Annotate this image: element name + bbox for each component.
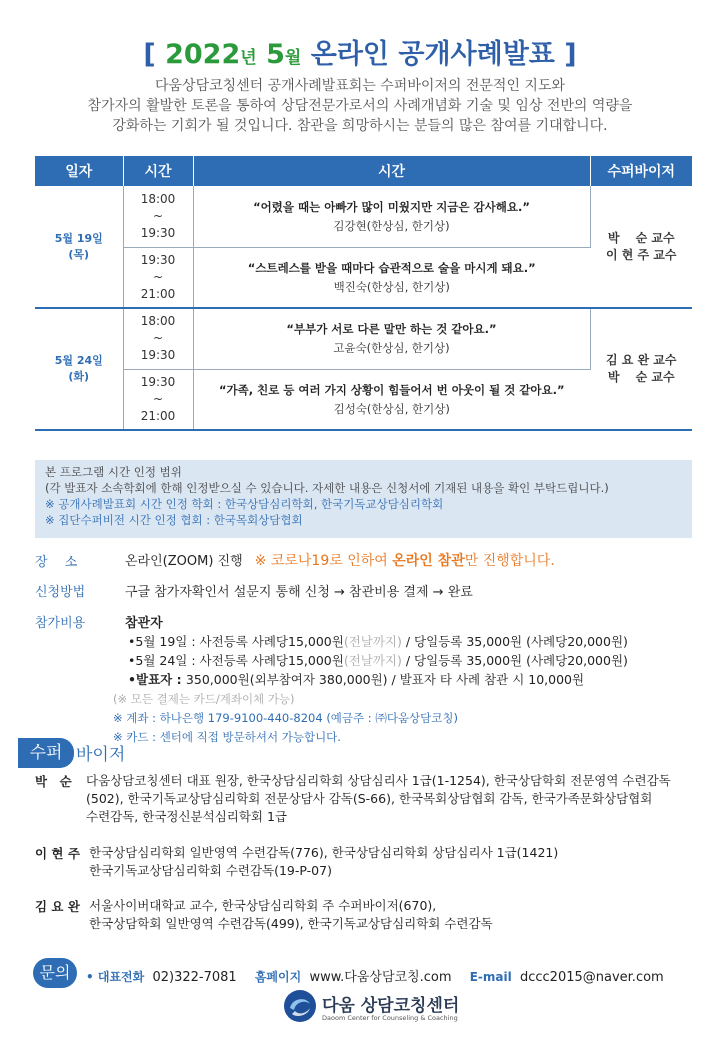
place-value (125, 550, 555, 570)
logo-subtitle: Daoom Center for Counseling & Coaching (322, 1014, 458, 1022)
page-title (0, 32, 720, 71)
supervisors-heading: 바이저 (76, 745, 126, 765)
apply-value: 구글 참가자확인서 설문지 통해 신청 → 참관비용 결제 → 완료 (125, 585, 473, 600)
time-cell (123, 186, 193, 247)
session-title: “가족, 친로 등 여러 가지 상황이 힘들어서 번 아웃이 될 것 같아요.” (218, 382, 565, 397)
email-label: E-mail (469, 970, 512, 984)
alert-bold: 온라인 참관 (392, 553, 465, 569)
session-title: “스트레스를 받을 때마다 습관적으로 술을 마시게 돼요.” (247, 260, 536, 275)
alert-pre: ※ 코로나19로 인하여 (254, 553, 393, 569)
logo-name: 다움 상담코칭센터 (322, 996, 460, 1016)
place-label: 장 소 (35, 555, 78, 570)
time-cell (123, 369, 193, 430)
intro-line: 강화하는 기회가 될 것입니다. 참관을 희망하시는 분들의 많은 참여를 기대합니다. (112, 118, 608, 134)
supervisor-name: 박 순 (35, 774, 72, 789)
fee-line-main: •5월 24일 : 사전등록 사례당15,000원 (128, 653, 344, 668)
supervisor-bio (89, 844, 558, 880)
date-cell (35, 186, 123, 308)
fee-card: ※ 카드 : 센터에 직접 방문하셔서 가능합니다. (113, 730, 341, 744)
supervisor-name: 박 순 교수 (607, 370, 675, 384)
fee-account: ※ 계좌 : 하나은행 179-9100-440-8204 (예금주 : ㈜다움상담코칭) (113, 711, 458, 725)
supervisor-name: 김 요 완 (35, 899, 80, 914)
session-cell (193, 186, 590, 247)
session-title: “부부가 서로 다른 말만 하는 것 같아요.” (286, 322, 497, 337)
supervisor-cell (590, 308, 692, 430)
time-start: 18:00 (140, 191, 176, 206)
header-supervisor: 수퍼바이저 (590, 156, 692, 186)
bio-line: (502), 한국기독교상담심리학회 전문상담사 감독(S-66), 한국목회상담협회 감독, 한국가족문화상담협회 (86, 791, 653, 806)
notice-box (35, 460, 692, 538)
supervisor-name: 김 요 완 교수 (606, 353, 677, 367)
intro-text (20, 76, 700, 136)
place-text: 온라인(ZOOM) 진행 (125, 554, 243, 569)
time-start: 19:30 (140, 252, 176, 267)
table-row (35, 186, 692, 247)
fee-line-note: (전날까지) (343, 653, 402, 668)
fee-line-main: •발표자 : (128, 672, 186, 687)
fee-line (128, 670, 584, 688)
supervisor-name: 박 순 교수 (607, 230, 675, 245)
time-start: 18:00 (140, 314, 176, 329)
intro-line: 다움상담코칭센터 공개사례발표회는 수퍼바이저의 전문적인 지도와 (155, 78, 565, 94)
time-start: 19:30 (140, 374, 176, 389)
date-cell (35, 308, 123, 430)
title-month-unit: 월 (284, 48, 302, 68)
apply-label: 신청방법 (35, 585, 86, 600)
date-label: 5월 19일 (54, 231, 103, 245)
time-end: 21:00 (140, 408, 176, 423)
bio-line: 한국기독교상담심리학회 수련감독(19-P-07) (89, 863, 332, 878)
place-alert (255, 553, 555, 569)
session-cell (193, 369, 590, 430)
table-row (35, 308, 692, 369)
fee-line-main: •5월 19일 : 사전등록 사례당15,000원 (128, 634, 344, 649)
fee-line-note: (전날까지) (343, 634, 402, 649)
supervisor-name: 이 현 주 교수 (606, 247, 677, 262)
session-speaker: 김강현(한상심, 한기상) (333, 218, 450, 233)
day-label: (목) (68, 247, 90, 261)
notice-text: (각 발표자 소속학회에 한해 인정받으실 수 있습니다. 자세한 내용은 신청서에 기재된 내용을 확인 부탁드립니다.) (45, 481, 609, 495)
phone-value[interactable]: 02)322-7081 (152, 970, 237, 985)
table-header-row (35, 156, 692, 186)
bio-line: 다움상담코칭센터 대표 원장, 한국상담심리학회 상담심리사 1급(1-1254), 한국상담학회 전문영역 수련감독 (86, 773, 671, 788)
web-link[interactable]: www.다움상담코칭.com (309, 970, 452, 985)
session-cell (193, 308, 590, 369)
fee-line-rest: 350,000원(외부참여자 380,000원) / 발표자 타 사례 참관 시 10,000원 (185, 672, 585, 687)
supervisor-bio (86, 772, 671, 826)
center-logo (282, 988, 482, 1028)
time-sep: ~ (152, 269, 164, 284)
title-year: 2022 (165, 39, 241, 70)
time-end: 19:30 (140, 225, 176, 240)
notice-heading: 본 프로그램 시간 인정 범위 (45, 465, 182, 479)
header-time: 시간 (123, 156, 193, 186)
contact-badge: 문의 (33, 958, 77, 988)
time-end: 19:30 (140, 348, 176, 363)
intro-line: 참가자의 활발한 토론을 통하여 상담전문가로서의 사례개념화 기술 및 임상 전반의 역량을 (87, 98, 633, 114)
session-title: “어렸을 때는 아빠가 많이 미웠지만 지금은 감사해요.” (253, 199, 530, 214)
time-cell (123, 247, 193, 308)
fee-line-rest: / 당일등록 35,000원 (사례당20,000원) (401, 634, 628, 649)
supervisor-name: 이 현 주 (35, 846, 80, 861)
supervisor-bio (89, 897, 493, 933)
supervisor-cell (590, 186, 692, 308)
alert-post: 만 진행합니다. (464, 553, 555, 569)
logo-swirl-icon (282, 988, 318, 1024)
session-speaker: 백진숙(한상심, 한기상) (333, 279, 450, 294)
notice-text: ※ 집단수퍼비전 시간 인정 협회 : 한국목회상담협회 (45, 513, 303, 527)
fee-line-rest: / 당일등록 35,000원 (사례당20,000원) (401, 653, 628, 668)
session-speaker: 김성숙(한상심, 한기상) (333, 401, 450, 416)
fee-line (128, 632, 628, 650)
time-sep: ~ (152, 391, 164, 406)
time-end: 21:00 (140, 286, 176, 301)
day-label: (화) (68, 370, 90, 383)
fee-head: 참관자 (125, 616, 163, 631)
bio-line: 수련감독, 한국정신분석심리학회 1급 (86, 809, 287, 824)
bio-line: 한국상담심리학회 일반영역 수련감독(776), 한국상담심리학회 상담심리사 1급(1421) (89, 845, 559, 860)
email-link[interactable]: dccc2015@naver.com (519, 970, 664, 985)
date-label: 5월 24일 (54, 354, 103, 367)
title-bracket-open: [ (143, 39, 156, 70)
fee-label: 참가비용 (35, 616, 86, 631)
web-label: 홈페이지 (254, 970, 302, 984)
session-speaker: 고윤숙(한상심, 한기상) (333, 341, 450, 356)
fee-line (128, 651, 628, 669)
contact-line (86, 966, 664, 985)
time-cell (123, 308, 193, 369)
bio-line: 서울사이버대학교 교수, 한국상담심리학회 주 수퍼바이저(670), (89, 898, 437, 913)
bio-line: 한국상담학회 일반영역 수련감독(499), 한국기독교상담심리학회 수련감독 (89, 916, 493, 931)
time-sep: ~ (152, 331, 164, 346)
supervisors-badge: 수퍼 (18, 738, 74, 768)
title-year-unit: 년 (240, 48, 257, 68)
time-sep: ~ (152, 208, 164, 223)
session-cell (193, 247, 590, 308)
header-date: 일자 (35, 156, 123, 186)
notice-text: ※ 공개사례발표회 시간 인정 학회 : 한국상담심리학회, 한국기독교상담심리학회 (45, 497, 444, 511)
header-session: 시간 (193, 156, 590, 186)
schedule-table (35, 156, 692, 431)
phone-label: • 대표전화 (86, 970, 145, 984)
title-bracket-close: ] (564, 39, 577, 70)
title-main: 온라인 공개사례발표 (310, 39, 555, 70)
title-month: 5 (266, 39, 285, 70)
fee-note: (※ 모든 결제는 카드/계좌이체 가능) (113, 692, 295, 706)
